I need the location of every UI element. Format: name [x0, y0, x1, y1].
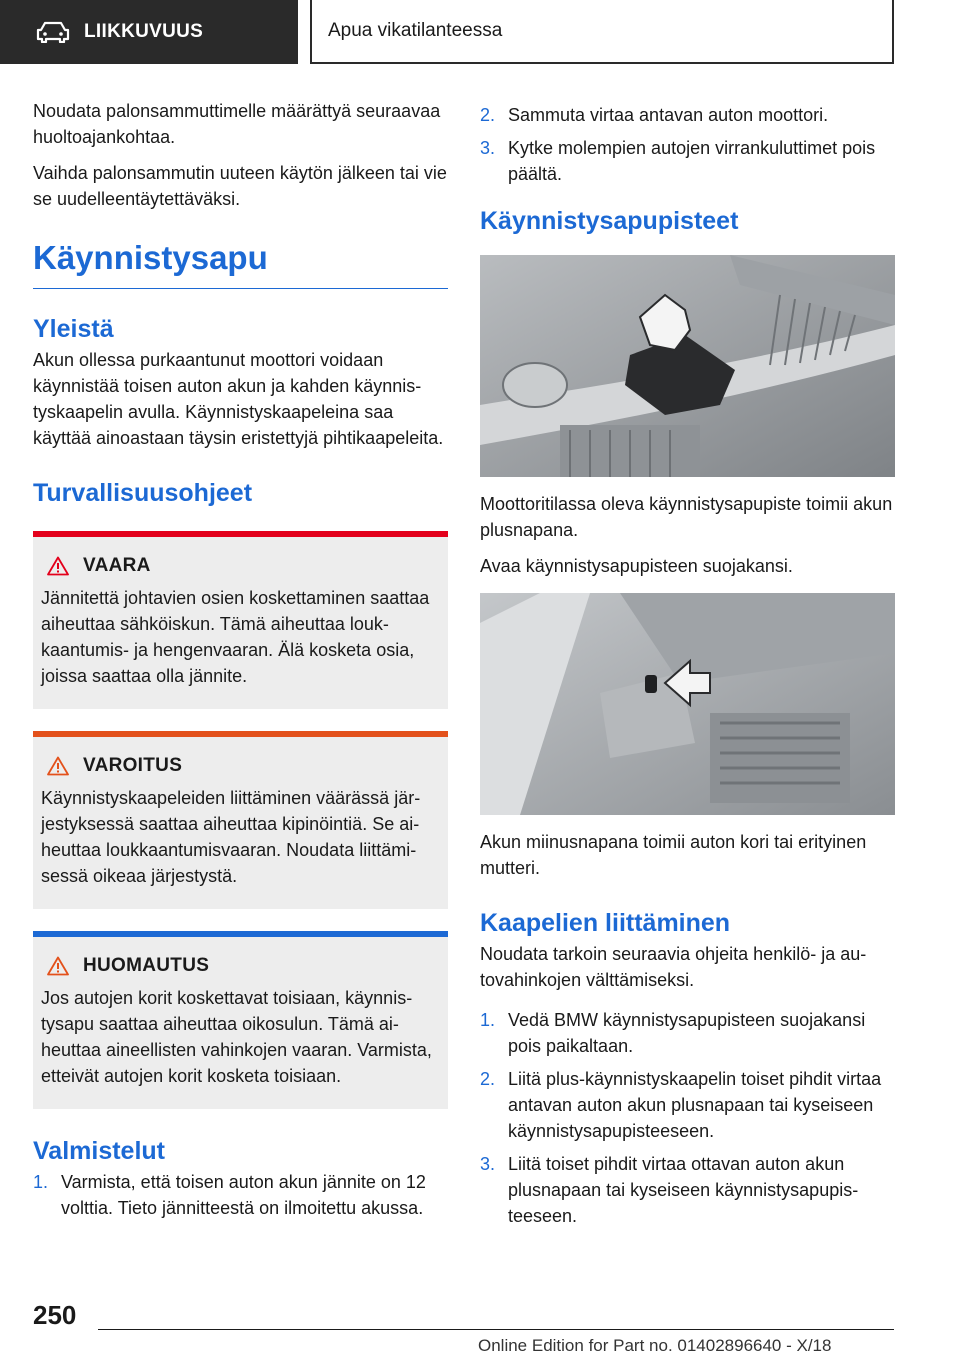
engine-bay-plus-terminal-photo	[480, 255, 895, 477]
caution-title: VAROITUS	[83, 755, 183, 776]
danger-title: VAARA	[83, 555, 151, 576]
chapter-heading: Käynnistysapu	[33, 238, 448, 289]
intro-paragraph-2: Vaihda palonsammutin uuteen käytön jälkeen tai vie se uudelleentäytettäväksi.	[33, 163, 447, 209]
edition-label: Online Edition for Part no. 01402896640 - X/18	[478, 1336, 832, 1355]
step-text: Vedä BMW käynnistysapupisteen suojakansi pois paikaltaan.	[508, 1010, 866, 1056]
step-text: Kytke molempien autojen virrankuluttimet pois päältä.	[508, 138, 876, 184]
warning-triangle-icon	[47, 756, 69, 776]
photo2-caption: Akun miinusnapana toimii auton kori tai erityinen mutteri.	[480, 832, 867, 878]
prep-steps-list-continued	[480, 102, 895, 187]
caution-text: Käynnistyskaapeleiden liittäminen väärässä järjestyksessä saattaa aiheuttaa kipinöintiä. Se aiheuttaa loukkaantumisvaaran. Noudata liittämisessä oikeaa järjestystä.	[41, 788, 421, 886]
step-number: 2.	[480, 105, 496, 125]
car-icon	[36, 21, 70, 43]
caution-box	[33, 731, 448, 909]
step-number: 2.	[480, 1069, 496, 1089]
points-heading: Käynnistysapupisteet	[480, 207, 739, 235]
step-text: Varmista, että toisen auton akun jännite on 12 volttia. Tieto jännitteestä on ilmoitettu akussa.	[61, 1172, 426, 1218]
list-item	[480, 1151, 895, 1229]
step-text: Liitä toiset pihdit virtaa ottavan auton akun plusnapaan tai kyseiseen käynnistysapupisteeseen.	[508, 1154, 859, 1226]
chapter-title: LIIKKUVUUS	[84, 21, 204, 42]
page-header	[0, 0, 960, 68]
connect-heading: Kaapelien liittäminen	[480, 909, 731, 937]
list-item	[480, 1007, 895, 1059]
prep-steps-list	[33, 1169, 448, 1221]
photo1-instruction: Avaa käynnistysapupisteen suojakansi.	[480, 556, 793, 576]
step-number: 1.	[480, 1010, 496, 1030]
intro-paragraph-1: Noudata palonsammuttimelle määrättyä seuraavaa huoltoajankohtaa.	[33, 101, 441, 147]
danger-box	[33, 531, 448, 709]
danger-text: Jännitettä johtavien osien koskettaminen saattaa aiheuttaa sähköiskun. Tämä aiheuttaa loukkaantumis- ja hengenvaaran. Älä kosketa osia, joissa saattaa olla jännite.	[41, 588, 430, 686]
step-number: 1.	[33, 1172, 49, 1192]
step-text: Sammuta virtaa antavan auton moottori.	[508, 105, 829, 125]
section-tab	[310, 0, 894, 64]
step-number: 3.	[480, 1154, 496, 1174]
photo1-caption: Moottoritilassa oleva käynnistysapupiste toimii akun plusnapana.	[480, 494, 893, 540]
step-number: 3.	[480, 138, 496, 158]
step-text: Liitä plus-käynnistyskaapelin toiset pihdit virtaa antavan auton akun plusnapaan tai kyseiseen käynnistysapupisteeseen.	[508, 1069, 882, 1141]
section-title: Apua vikatilanteessa	[328, 20, 503, 41]
general-text: Akun ollessa purkaantunut moottori voidaan käynnistää toisen auton akun ja kahden käynnistyskaapelin avulla. Käynnistyskaapeleina saa käyttää ainoastaan täysin eristettyjä pihtikaapeleita.	[33, 350, 444, 448]
engine-bay-minus-terminal-photo	[480, 593, 895, 815]
safety-heading: Turvallisuusohjeet	[33, 479, 253, 507]
list-item	[480, 1066, 895, 1144]
chapter-tab	[0, 0, 298, 64]
prep-heading: Valmistelut	[33, 1137, 165, 1165]
notice-box	[33, 931, 448, 1109]
warning-triangle-icon	[47, 556, 69, 576]
connect-text: Noudata tarkoin seuraavia ohjeita henkilö- ja autovahinkojen välttämiseksi.	[480, 944, 867, 990]
list-item	[480, 102, 895, 128]
notice-title: HUOMAUTUS	[83, 955, 210, 976]
left-column	[33, 98, 448, 1228]
list-item	[33, 1169, 448, 1221]
connect-steps-list	[480, 1007, 895, 1229]
right-column	[480, 102, 895, 1236]
general-heading: Yleistä	[33, 315, 114, 343]
notice-text: Jos autojen korit koskettavat toisiaan, käynnistysapu saattaa aiheuttaa oikosulun. Tämä aiheuttaa aineellisten vahinkojen vaaran. Varmista, etteivät autojen korit kosketa toisiaan.	[41, 988, 432, 1086]
page-number: 250	[33, 1300, 77, 1330]
warning-triangle-icon	[47, 956, 69, 976]
list-item	[480, 135, 895, 187]
footer-divider	[98, 1329, 894, 1330]
